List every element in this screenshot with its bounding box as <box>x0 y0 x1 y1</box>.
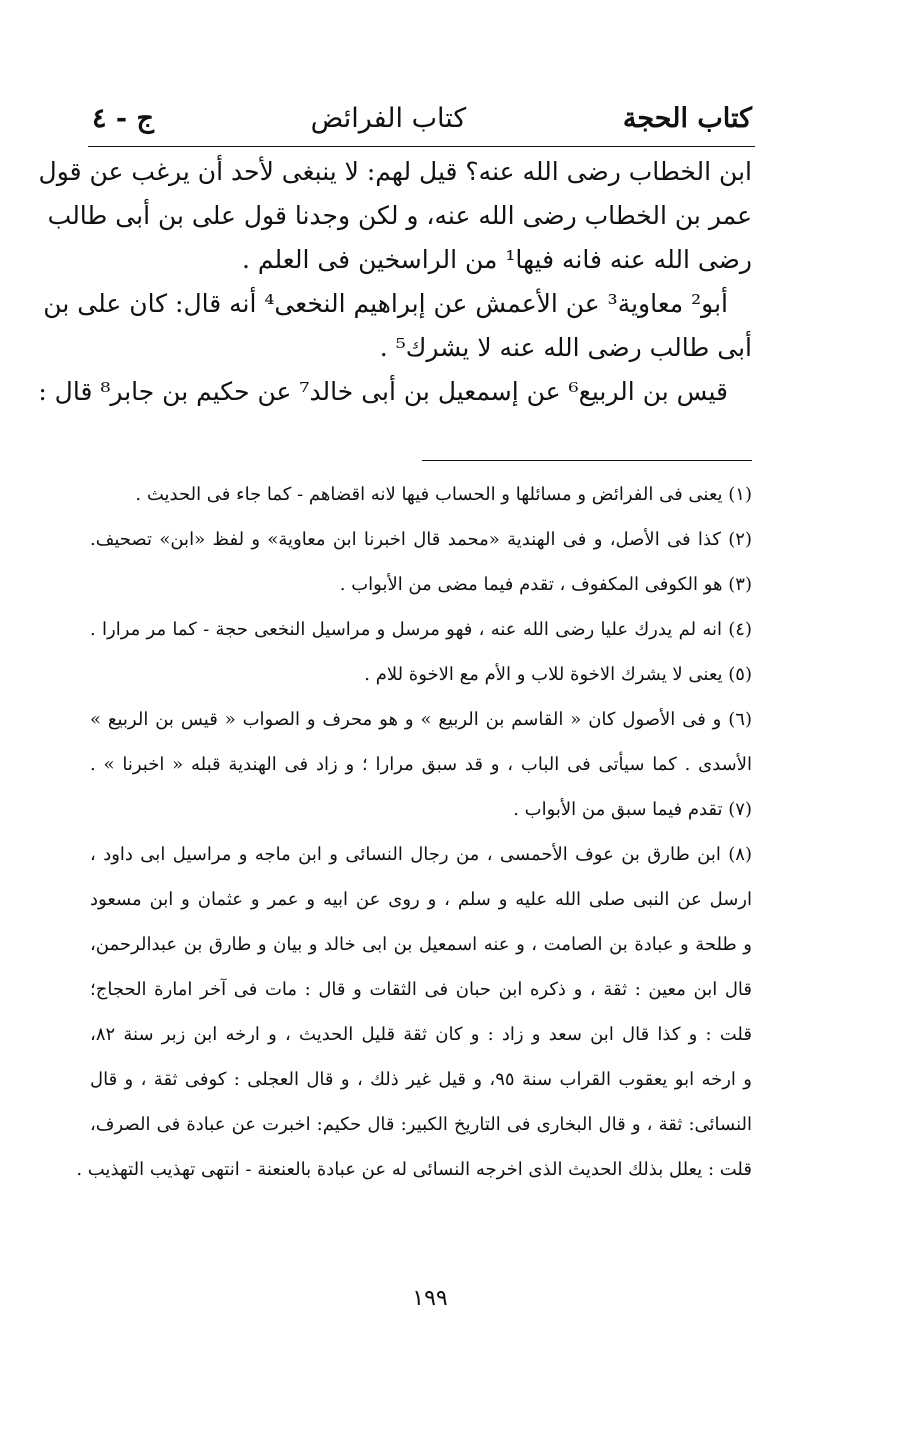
main-line: أبى طالب رضى الله عنه لا يشرك⁵ . <box>379 333 752 362</box>
main-line: رضى الله عنه فانه فيها¹ من الراسخين فى العلم . <box>241 245 752 274</box>
footnote-line: ارسل عن النبى صلى الله عليه و سلم ، و روى عن ابيه و عمر و عثمان و ابن مسعود <box>90 889 752 910</box>
footnote-line: و طلحة و عبادة بن الصامت ، و عنه اسمعيل بن ابى خالد و بيان و طارق بن عبدالرحمن، <box>90 934 752 955</box>
footnotes <box>76 472 752 1192</box>
footnote-line: (٣) هو الكوفى المكفوف ، تقدم فيما مضى من الأبواب . <box>339 574 752 595</box>
main-line: عمر بن الخطاب رضى الله عنه، و لكن وجدنا قول على بن أبى طالب <box>47 201 752 230</box>
footnote-line: قلت : و كذا قال ابن سعد و زاد : و كان ثقة قليل الحديث ، و ارخه ابن زبر سنة ٨٢، <box>90 1024 752 1045</box>
footnote-line: (٨) ابن طارق بن عوف الأحمسى ، من رجال النسائى و ابن ماجه و مراسيل ابى داود ، <box>90 844 752 865</box>
footnote-line: قال ابن معين : ثقة ، و ذكره ابن حبان فى الثقات و قال : مات فى آخر امارة الحجاج؛ <box>90 979 752 1000</box>
footnote-line: (١) يعنى فى الفرائض و مسائلها و الحساب فيها لانه اقضاهم - كما جاء فى الحديث . <box>135 484 752 505</box>
footnote-line: (٦) و فى الأصول كان « القاسم بن الربيع » و هو محرف و الصواب « قيس بن الربيع » <box>90 709 752 730</box>
volume-label: ج - ٤ <box>92 102 154 134</box>
footnote-line: (٧) تقدم فيما سبق من الأبواب . <box>513 799 752 820</box>
chapter-title: كتاب الفرائض <box>310 102 467 134</box>
header-rule <box>88 146 755 147</box>
footnote-line: (٥) يعنى لا يشرك الاخوة للاب و الأم مع الاخوة للام . <box>364 664 752 685</box>
book-title: كتاب الحجة <box>622 102 752 134</box>
main-line: قيس بن الربيع⁶ عن إسمعيل بن أبى خالد⁷ عن حكيم بن جابر⁸ قال : <box>38 377 728 406</box>
page-number: ١٩٩ <box>412 1286 448 1311</box>
running-header <box>92 92 752 144</box>
footnote-line: الأسدى . كما سيأتى فى الباب ، و قد سبق مرارا ؛ و زاد فى الهندية قبله « اخبرنا » . <box>90 754 752 775</box>
main-line: ابن الخطاب رضى الله عنه؟ قيل لهم: لا ينبغى لأحد أن يرغب عن قول <box>38 157 752 186</box>
main-line: أبو² معاوية³ عن الأعمش عن إبراهيم النخعى⁴ أنه قال: كان على بن <box>43 289 728 318</box>
main-text <box>38 150 752 414</box>
footnote-line: قلت : يعلل بذلك الحديث الذى اخرجه النسائى له عن عبادة بالعنعنة - انتهى تهذيب التهذيب . <box>76 1159 752 1180</box>
footnote-line: (٤) انه لم يدرك عليا رضى الله عنه ، فهو مرسل و مراسيل النخعى حجة - كما مر مرارا . <box>90 619 752 640</box>
footnote-rule <box>422 460 752 461</box>
footnote-line: (٢) كذا فى الأصل، و فى الهندية «محمد قال اخبرنا ابن معاوية» و لفظ «ابن» تصحيف. <box>90 529 752 550</box>
footnote-line: النسائى: ثقة ، و قال البخارى فى التاريخ الكبير: قال حكيم: اخبرت عن عبادة فى الصرف، <box>90 1114 752 1135</box>
footnote-line: و ارخه ابو يعقوب القراب سنة ٩٥، و قيل غير ذلك ، و قال العجلى : كوفى ثقة ، و قال <box>90 1069 752 1090</box>
